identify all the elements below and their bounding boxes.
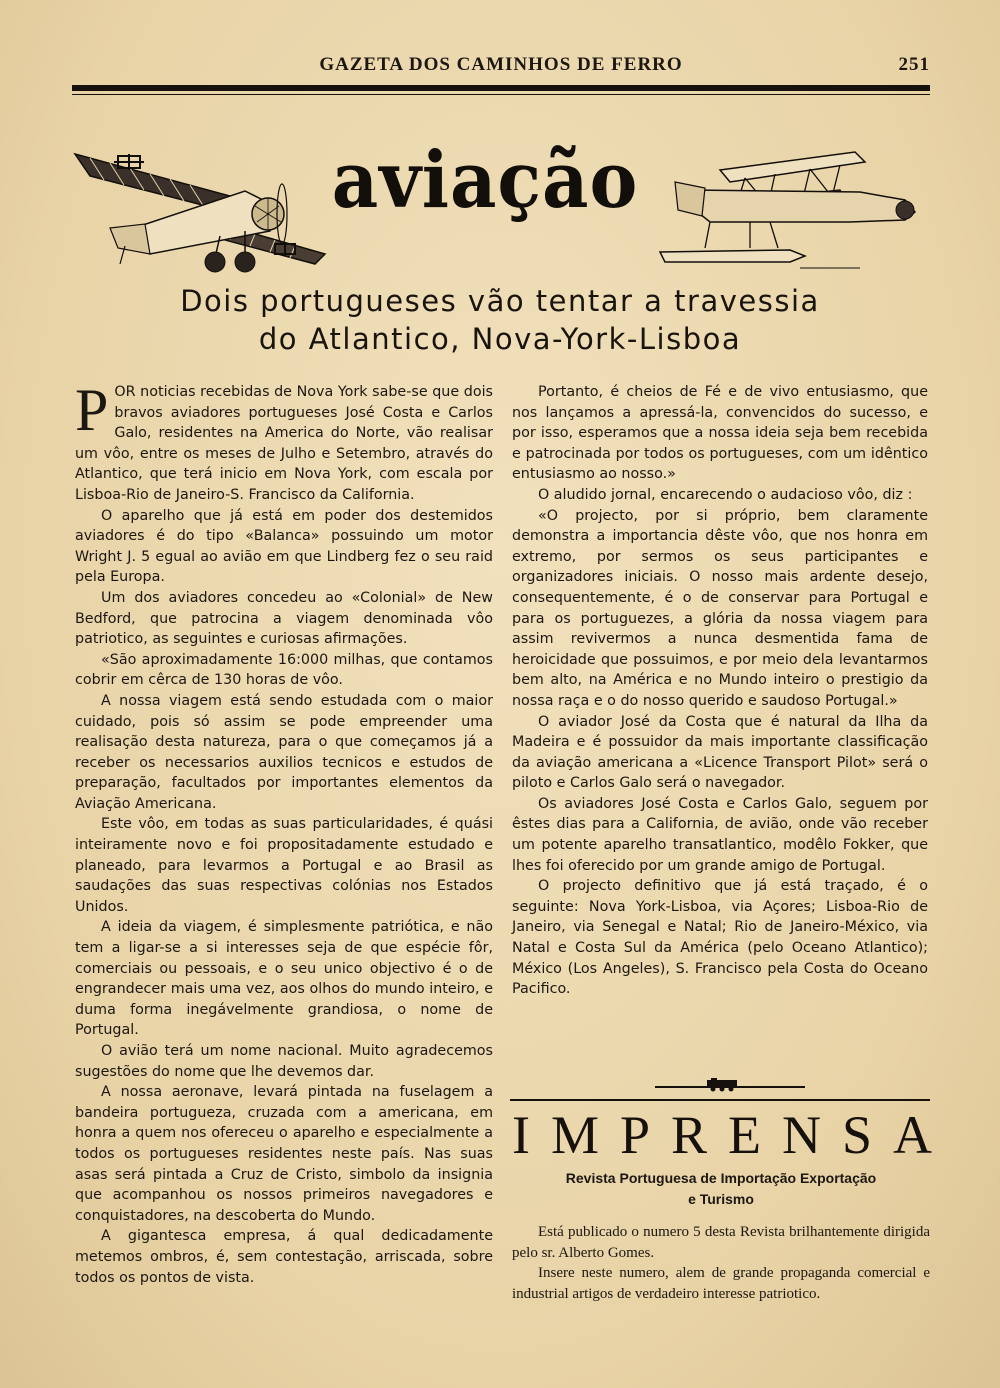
imprensa-rule [510, 1099, 930, 1101]
paragraph: Este vôo, em todas as suas particularidades, é quási inteiramente novo e foi propositadamente estudado e planeado, para levarmos a Portugal e ao Brasil as saudações das suas respectivas colónias nos Estados Unidos. [75, 816, 493, 915]
seaplane-illustration [650, 150, 925, 275]
header-rule [72, 85, 930, 91]
section-title: aviação [331, 135, 639, 226]
paragraph: Está publicado o numero 5 desta Revista brilhantemente dirigida pelo sr. Alberto Gomes. [512, 1224, 930, 1261]
headline-line-2: do Atlantico, Nova-York-Lisboa [258, 322, 742, 356]
paragraph: O aparelho que já está em poder dos destemidos aviadores é do tipo «Balanca» possuindo um motor Wright J. 5 egual ao avião em que Lindberg fez o seu raid pela Europa. [75, 507, 493, 586]
paragraph: Portanto, é cheios de Fé e de vivo entusiasmo, que nos lançamos a apressá-la, convencidos do sucesso, e por isso, esperamos que a nossa ideia seja bem recebida e patrocinada por todos os portugueses, com um idêntico entusiasmo ao nosso.» [512, 384, 928, 483]
monoplane-illustration [70, 136, 330, 276]
running-header [72, 48, 930, 78]
subhead-line-1: Revista Portuguesa de Importação Exportação [565, 1170, 877, 1186]
paragraph: Insere neste numero, alem de grande propaganda comercial e industrial artigos de verdadeiro interesse patriotico. [512, 1265, 930, 1302]
paragraph: A nossa aeronave, levará pintada na fuselagem a bandeira portugueza, cruzada com a americana, em honra a quem nos ofereceu o aparelho e especialmente a todos os portugueses residentes neste país. Nas suas asas será pintada a Cruz de Cristo, simbolo da insignia que acompanhou os nossos primeiros navegadores e conquistadores, na descoberta do Mundo. [75, 1084, 493, 1224]
journal-title: GAZETA DOS CAMINHOS DE FERRO [319, 54, 683, 75]
headline-line-1: Dois portugueses vão tentar a travessia [180, 284, 820, 318]
article-column-left [75, 377, 493, 1288]
imprensa-body [512, 1222, 930, 1304]
article-column-right [512, 382, 928, 1000]
page-number: 251 [898, 54, 930, 75]
paragraph: «São aproximadamente 16:000 milhas, que contamos cobrir em cêrca de 130 horas de vôo. [75, 651, 493, 689]
article-headline [90, 282, 910, 358]
imprensa-title: IMPRENSA [512, 1105, 954, 1165]
header-rule-thin [72, 94, 930, 95]
locomotive-ornament [655, 1078, 805, 1092]
paragraph: O aludido jornal, encarecendo o audacioso vôo, diz : [538, 486, 913, 503]
paragraph: Um dos aviadores concedeu ao «Colonial» de New Bedford, que patrocina a viagem denominada vôo patriotico, as seguintes e curiosas afirmações. [75, 589, 493, 648]
paragraph: O aviador José da Costa que é natural da Ilha da Madeira e é possuidor da mais importante classificação da aviação americana a «Licence Transport Pilot» será o piloto e Carlos Galo será o navegador. [512, 713, 928, 792]
imprensa-subhead [512, 1168, 930, 1210]
drop-cap: P [75, 377, 109, 443]
paragraph: A ideia da viagem, é simplesmente patriótica, e não tem a ligar-se a si interesses seja de que espécie fôr, comerciais ou pessoais, e o seu unico objectivo é o de engrandecer mais uma vez, aos olhos do mundo inteiro, e duma forma inegávelmente grandiosa, o nome de Portugal. [75, 919, 493, 1039]
subhead-line-2: e Turismo [688, 1191, 754, 1207]
paragraph: Os aviadores José Costa e Carlos Galo, seguem por êstes dias para a California, de avião, onde vão receber um potente aparelho transatlantico, modêlo Fokker, que lhes foi oferecido por um grande amigo de Portugal. [512, 795, 928, 874]
paragraph: O avião terá um nome nacional. Muito agradecemos sugestões do nome que lhe devemos dar. [75, 1043, 493, 1080]
paragraph: «O projecto, por si próprio, bem claramente demonstra a importancia dêste vôo, que nos honra em extremo, por sermos os seus participantes e organizadores iniciais. O nosso mais ardente desejo, consequentemente, é o de conservar para Portugal e para os portuguezes, a glória da nossa viagem para assim revivermos a nunca desmentida fama de heroicidade que possuimos, e por meio dela levantarmos bem alto, na América e no Mundo inteiro o prestigio da nossa raça e o do nosso querido e saudoso Portugal.» [512, 507, 928, 709]
paragraph: O projecto definitivo que já está traçado, é o seguinte: Nova York-Lisboa, via Açores; Lisboa-Rio de Janeiro, via Senegal e Natal; Rio de Janeiro-México, via Natal e Costa Sul da América (pelo Oceano Atlantico); México (Los Angeles), S. Francisco pela Costa do Oceano Pacifico. [512, 878, 928, 998]
paragraph: A nossa viagem está sendo estudada com o maior cuidado, pois só assim se pode empreender uma realisação desta natureza, para o que começamos já a receber os necessarios auxilios tecnicos e estudos de preparação, facultados por importantes elementos da Aviação Americana. [75, 692, 493, 812]
paragraph: POR noticias recebidas de Nova York sabe-se que dois bravos aviadores portugueses José Costa e Carlos Galo, residentes na America do Norte, vão realisar um vôo, entre os meses de Julho e Setembro, através do Atlantico, que terá inicio em Nova York, com escala por Lisboa-Rio de Janeiro-S. Francisco da California. [75, 377, 493, 503]
paragraph: A gigantesca empresa, á qual dedicadamente metemos ombros, é, sem contestação, arriscada, sobre todos os pontos de vista. [75, 1228, 493, 1286]
